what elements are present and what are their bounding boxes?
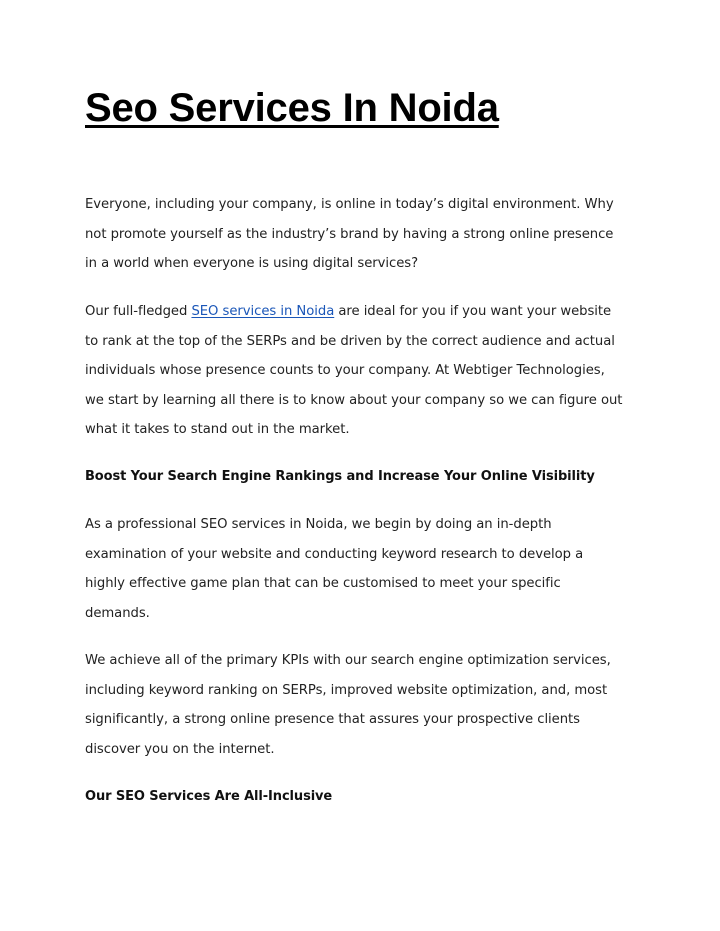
- kpi-paragraph: [85, 646, 645, 764]
- professional-line-3: highly effective game plan that can be customised to meet your specific: [85, 576, 561, 592]
- section-heading-rankings: Boost Your Search Engine Rankings and Increase Your Online Visibility: [85, 469, 595, 484]
- intro-paragraph: [85, 190, 645, 279]
- section-heading-all-inclusive: Our SEO Services Are All-Inclusive: [85, 789, 333, 804]
- services-line-1: [85, 297, 645, 327]
- professional-line-4: demands.: [85, 605, 150, 621]
- services-line-1-end: are ideal for you if you want your website: [334, 304, 612, 319]
- seo-services-link[interactable]: SEO services in Noida: [191, 304, 335, 319]
- kpi-line-4: discover you on the internet.: [85, 741, 275, 757]
- professional-line-2: examination of your website and conducting keyword research to develop a: [85, 546, 584, 562]
- intro-line-2: not promote yourself as the industry’s brand by having a strong online presence: [85, 226, 614, 242]
- professional-line-1: As a professional SEO services in Noida, we begin by doing an in-depth: [85, 517, 552, 532]
- professional-paragraph: [85, 510, 645, 628]
- services-paragraph: [85, 297, 645, 445]
- services-line-2: to rank at the top of the SERPs and be driven by the correct audience and actual: [85, 333, 615, 349]
- kpi-line-3: significantly, a strong online presence that assures your prospective clients: [85, 712, 580, 728]
- services-line-1-start: Our full-fledged: [85, 304, 192, 319]
- page-title: Seo Services In Noida: [85, 86, 499, 130]
- intro-line-3: in a world when everyone is using digital services?: [85, 256, 419, 272]
- intro-line-1: Everyone, including your company, is online in today’s digital environment. Why: [85, 197, 614, 212]
- services-line-5: what it takes to stand out in the market.: [85, 422, 350, 438]
- services-line-4: we start by learning all there is to know about your company so we can figure out: [85, 392, 623, 408]
- kpi-line-1: We achieve all of the primary KPIs with our search engine optimization services,: [85, 653, 611, 668]
- services-line-3: individuals whose presence counts to your company. At Webtiger Technologies,: [85, 363, 605, 379]
- kpi-line-2: including keyword ranking on SERPs, improved website optimization, and, most: [85, 682, 608, 698]
